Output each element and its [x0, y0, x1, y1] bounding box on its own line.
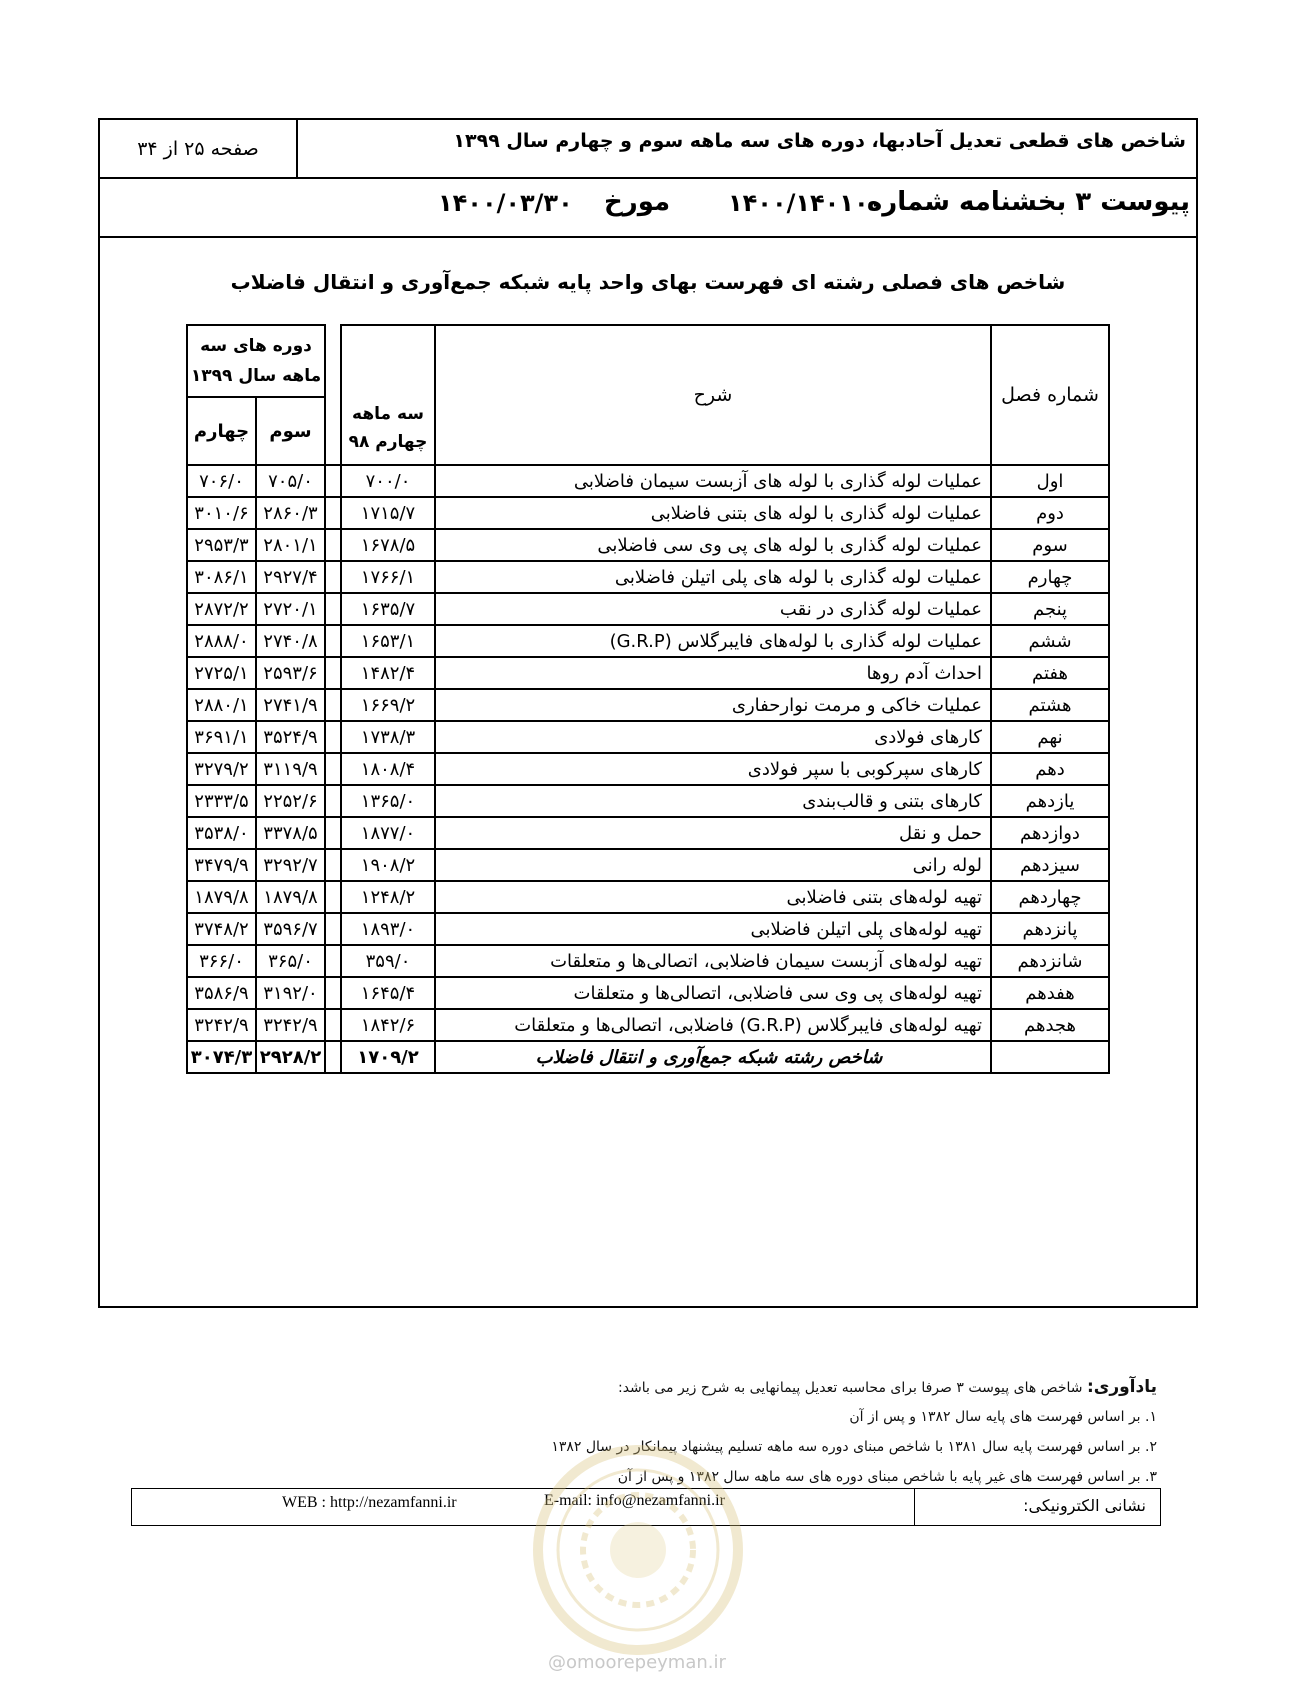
description-cell: تهیه لوله‌های فایبرگلاس (G.R.P) فاضلابی، اتصالی‌ها و متعلقات — [435, 1009, 991, 1041]
table-row — [187, 1009, 1109, 1041]
chapter-cell: دهم — [991, 753, 1109, 785]
spacer-cell — [325, 593, 341, 625]
base-index-cell: ۱۷۳۸/۳ — [341, 721, 435, 753]
description-cell: عملیات لوله گذاری با لوله های بتنی فاضلابی — [435, 497, 991, 529]
spacer-cell — [325, 689, 341, 721]
description-cell: تهیه لوله‌های بتنی فاضلابی — [435, 881, 991, 913]
spacer-cell — [325, 977, 341, 1009]
base-index-cell: ۱۶۷۸/۵ — [341, 529, 435, 561]
chapter-cell: چهارم — [991, 561, 1109, 593]
q4-index-cell: ۷۰۶/۰ — [187, 465, 256, 497]
chapter-cell: هجدهم — [991, 1009, 1109, 1041]
q3-index-cell: ۳۲۴۲/۹ — [256, 1009, 325, 1041]
spacer-cell — [325, 625, 341, 657]
q3-index-cell: ۲۷۲۰/۱ — [256, 593, 325, 625]
q4-index-cell: ۲۷۲۵/۱ — [187, 657, 256, 689]
spacer-cell — [325, 881, 341, 913]
q4-index-cell: ۳۰۱۰/۶ — [187, 497, 256, 529]
description-cell: حمل و نقل — [435, 817, 991, 849]
spacer-cell — [325, 913, 341, 945]
q3-index-cell: ۳۵۹۶/۷ — [256, 913, 325, 945]
chapter-cell: شانزدهم — [991, 945, 1109, 977]
chapter-cell: هفتم — [991, 657, 1109, 689]
table-row — [187, 945, 1109, 977]
page-number: صفحه ۲۵ از ۳۴ — [100, 120, 298, 177]
circular-date: ۱۴۰۰/۰۳/۳۰ — [438, 189, 573, 217]
base-index-cell: ۱۸۰۸/۴ — [341, 753, 435, 785]
spacer-cell — [325, 465, 341, 497]
header-annex-row — [100, 179, 1196, 238]
table-row — [187, 785, 1109, 817]
email-link[interactable]: E-mail: info@nezamfanni.ir — [544, 1492, 725, 1509]
total-q3-cell: ۲۹۲۸/۲ — [256, 1041, 325, 1073]
q4-index-cell: ۲۳۳۳/۵ — [187, 785, 256, 817]
watermark-handle: @omoorepeyman.ir — [548, 1652, 726, 1673]
circular-number: ۱۴۰۰/۱۴۰۱۰۰ — [728, 189, 884, 217]
chapter-cell: هفدهم — [991, 977, 1109, 1009]
col-q4-header: چهارم — [187, 397, 256, 465]
q4-index-cell: ۲۸۸۰/۱ — [187, 689, 256, 721]
notes-lead: یادآوری: — [1086, 1377, 1157, 1397]
document-title: شاخص های قطعی تعدیل آحادبها، دوره های سه ماهه سوم و چهارم سال ۱۳۹۹ — [453, 130, 1186, 152]
base-index-cell: ۱۸۷۷/۰ — [341, 817, 435, 849]
q3-index-cell: ۳۳۷۸/۵ — [256, 817, 325, 849]
table-row — [187, 881, 1109, 913]
q3-index-cell: ۲۷۴۱/۹ — [256, 689, 325, 721]
q4-index-cell: ۳۵۳۸/۰ — [187, 817, 256, 849]
table-row — [187, 593, 1109, 625]
header-title-row — [100, 120, 1196, 179]
base-index-cell: ۱۷۶۶/۱ — [341, 561, 435, 593]
index-table — [186, 324, 1110, 1074]
description-cell: عملیات لوله گذاری با لوله های پلی اتیلن فاضلابی — [435, 561, 991, 593]
table-row — [187, 497, 1109, 529]
base-index-cell: ۱۶۶۹/۲ — [341, 689, 435, 721]
total-chapter-cell — [991, 1041, 1109, 1073]
spacer-cell — [325, 945, 341, 977]
chapter-cell: اول — [991, 465, 1109, 497]
chapter-cell: دوازدهم — [991, 817, 1109, 849]
spacer-cell — [325, 561, 341, 593]
q4-index-cell: ۳۰۸۶/۱ — [187, 561, 256, 593]
q3-index-cell: ۳۱۱۹/۹ — [256, 753, 325, 785]
table-row — [187, 849, 1109, 881]
description-cell: کارهای فولادی — [435, 721, 991, 753]
col-chapter-header: شماره فصل — [991, 325, 1109, 465]
q3-index-cell: ۷۰۵/۰ — [256, 465, 325, 497]
note-item: ۱. بر اساس فهرست های پایه سال ۱۳۸۲ و پس از آن — [849, 1409, 1157, 1425]
q4-index-cell: ۲۸۷۲/۲ — [187, 593, 256, 625]
q3-index-cell: ۲۹۲۷/۴ — [256, 561, 325, 593]
q4-index-cell: ۳۲۴۲/۹ — [187, 1009, 256, 1041]
annex-label: پیوست ۳ بخشنامه شماره — [866, 187, 1190, 217]
base-index-cell: ۱۶۳۵/۷ — [341, 593, 435, 625]
q4-index-cell: ۲۸۸۸/۰ — [187, 625, 256, 657]
chapter-cell: سوم — [991, 529, 1109, 561]
base-index-cell: ۱۹۰۸/۲ — [341, 849, 435, 881]
spacer-cell — [325, 753, 341, 785]
description-cell: عملیات لوله گذاری با لوله‌های فایبرگلاس (G.R.P) — [435, 625, 991, 657]
table-row — [187, 465, 1109, 497]
contact-label: نشانی الکترونیکی: — [914, 1489, 1160, 1525]
base-index-cell: ۱۴۸۲/۴ — [341, 657, 435, 689]
table-row — [187, 721, 1109, 753]
table-row — [187, 529, 1109, 561]
q3-index-cell: ۲۲۵۲/۶ — [256, 785, 325, 817]
description-cell: تهیه لوله‌های پی وی سی فاضلابی، اتصالی‌ها و متعلقات — [435, 977, 991, 1009]
base-index-cell: ۱۷۱۵/۷ — [341, 497, 435, 529]
description-cell: عملیات لوله گذاری با لوله های آزبست سیمان فاضلابی — [435, 465, 991, 497]
spacer-cell — [325, 497, 341, 529]
chapter-cell: چهاردهم — [991, 881, 1109, 913]
spacer-cell — [325, 657, 341, 689]
base-index-cell: ۱۳۶۵/۰ — [341, 785, 435, 817]
col-period-header: دوره های سه ماهه سال ۱۳۹۹ — [187, 325, 325, 397]
base-index-cell: ۳۵۹/۰ — [341, 945, 435, 977]
q4-index-cell: ۳۵۸۶/۹ — [187, 977, 256, 1009]
watermark-seal-icon — [528, 1440, 748, 1660]
date-label: مورخ — [604, 187, 671, 217]
description-cell: لوله رانی — [435, 849, 991, 881]
total-row — [187, 1041, 1109, 1073]
table-row — [187, 817, 1109, 849]
q3-index-cell: ۳۵۲۴/۹ — [256, 721, 325, 753]
website-link[interactable]: WEB : http://nezamfanni.ir — [282, 1494, 457, 1511]
q4-index-cell: ۳۶۹۱/۱ — [187, 721, 256, 753]
q3-index-cell: ۳۶۵/۰ — [256, 945, 325, 977]
base-index-cell: ۱۶۵۳/۱ — [341, 625, 435, 657]
col-base-header: سه ماهه چهارم ۹۸ — [341, 325, 435, 465]
base-index-cell: ۱۸۴۲/۶ — [341, 1009, 435, 1041]
notes-intro-line — [437, 1375, 1157, 1405]
q3-index-cell: ۱۸۷۹/۸ — [256, 881, 325, 913]
description-cell: عملیات لوله گذاری در نقب — [435, 593, 991, 625]
spacer-cell — [325, 817, 341, 849]
base-index-cell: ۱۶۴۵/۴ — [341, 977, 435, 1009]
chapter-cell: یازدهم — [991, 785, 1109, 817]
description-cell: تهیه لوله‌های آزبست سیمان فاضلابی، اتصالی‌ها و متعلقات — [435, 945, 991, 977]
q3-index-cell: ۲۷۴۰/۸ — [256, 625, 325, 657]
base-index-cell: ۱۸۹۳/۰ — [341, 913, 435, 945]
q4-index-cell: ۳۴۷۹/۹ — [187, 849, 256, 881]
q4-index-cell: ۱۸۷۹/۸ — [187, 881, 256, 913]
q4-index-cell: ۳۲۷۹/۲ — [187, 753, 256, 785]
q4-index-cell: ۲۹۵۳/۳ — [187, 529, 256, 561]
q4-index-cell: ۳۷۴۸/۲ — [187, 913, 256, 945]
q3-index-cell: ۲۸۰۱/۱ — [256, 529, 325, 561]
table-row — [187, 913, 1109, 945]
section-title: شاخص های فصلی رشته ای فهرست بهای واحد پایه شبکه جمع‌آوری و انتقال فاضلاب — [230, 270, 1066, 294]
chapter-cell: دوم — [991, 497, 1109, 529]
description-cell: احداث آدم روها — [435, 657, 991, 689]
q4-index-cell: ۳۶۶/۰ — [187, 945, 256, 977]
description-cell: عملیات خاکی و مرمت نوارحفاری — [435, 689, 991, 721]
table-row — [187, 689, 1109, 721]
col-desc-header: شرح — [435, 325, 991, 465]
q3-index-cell: ۳۱۹۲/۰ — [256, 977, 325, 1009]
chapter-cell: نهم — [991, 721, 1109, 753]
chapter-cell: پانزدهم — [991, 913, 1109, 945]
chapter-cell: سیزدهم — [991, 849, 1109, 881]
q3-index-cell: ۳۲۹۲/۷ — [256, 849, 325, 881]
table-row — [187, 625, 1109, 657]
note-item: ۳. بر اساس فهرست های غیر پایه با شاخص مبنای دوره های سه ماهه سال ۱۳۸۲ و پس از آن — [617, 1469, 1157, 1485]
col-gap-header — [325, 325, 341, 465]
table-row — [187, 977, 1109, 1009]
description-cell: کارهای سپرکوبی با سپر فولادی — [435, 753, 991, 785]
spacer-cell — [325, 785, 341, 817]
spacer-cell — [325, 1041, 341, 1073]
q3-index-cell: ۲۵۹۳/۶ — [256, 657, 325, 689]
chapter-cell: ششم — [991, 625, 1109, 657]
notes-intro: شاخص های پیوست ۳ صرفا برای محاسبه تعدیل پیمانهایی به شرح زیر می باشد: — [617, 1380, 1083, 1396]
chapter-cell: پنجم — [991, 593, 1109, 625]
spacer-cell — [325, 1009, 341, 1041]
table-row — [187, 561, 1109, 593]
total-q4-cell: ۳۰۷۴/۳ — [187, 1041, 256, 1073]
spacer-cell — [325, 721, 341, 753]
table-row — [187, 753, 1109, 785]
total-description-cell: شاخص رشته شبکه جمع‌آوری و انتقال فاضلاب — [435, 1041, 991, 1073]
spacer-cell — [325, 529, 341, 561]
base-index-cell: ۱۲۴۸/۲ — [341, 881, 435, 913]
description-cell: تهیه لوله‌های پلی اتیلن فاضلابی — [435, 913, 991, 945]
note-item: ۲. بر اساس فهرست پایه سال ۱۳۸۱ با شاخص مبنای دوره سه ماهه تسلیم پیشنهاد پیمانکار در سال ۱۳۸۲ — [551, 1439, 1157, 1455]
chapter-cell: هشتم — [991, 689, 1109, 721]
description-cell: کارهای بتنی و قالب‌بندی — [435, 785, 991, 817]
description-cell: عملیات لوله گذاری با لوله های پی وی سی فاضلابی — [435, 529, 991, 561]
base-index-cell: ۷۰۰/۰ — [341, 465, 435, 497]
table-row — [187, 657, 1109, 689]
spacer-cell — [325, 849, 341, 881]
total-base-cell: ۱۷۰۹/۲ — [341, 1041, 435, 1073]
col-q3-header: سوم — [256, 397, 325, 465]
q3-index-cell: ۲۸۶۰/۳ — [256, 497, 325, 529]
